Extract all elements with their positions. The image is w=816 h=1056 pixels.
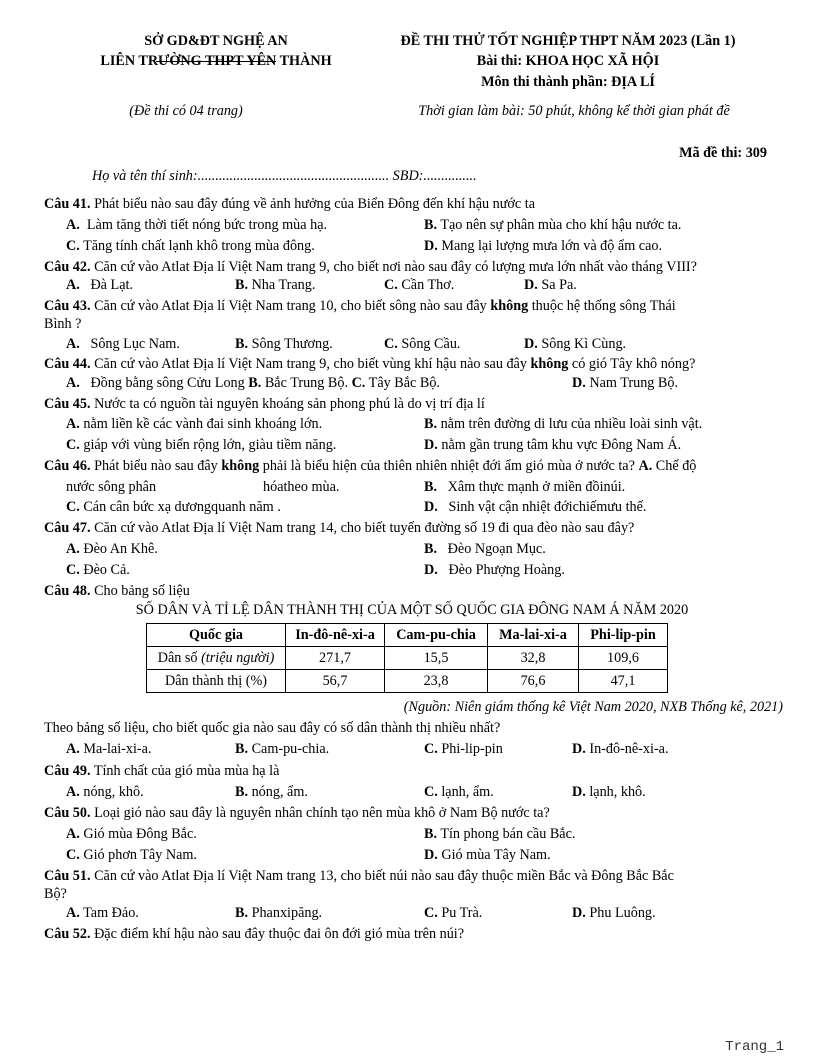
exam-code: Mã đề thi: 309 [679,145,767,161]
table-cell: 23,8 [385,670,488,693]
table-cell: 76,6 [488,670,579,693]
option-47-c[interactable]: C. Đèo Cả. [66,562,130,578]
option-46-a-cont1[interactable]: nước sông phân [66,479,157,495]
table-title: SỐ DÂN VÀ TỈ LỆ DÂN THÀNH THỊ CỦA MỘT SỐ QUỐC GIA ĐÔNG NAM Á NĂM 2020 [135,602,689,618]
option-45-a[interactable]: A. nằm liền kề các vành đai sinh khoáng lớn. [66,416,323,432]
option-46-a-cont2[interactable]: hóatheo mùa. [263,479,340,495]
option-46-c[interactable]: C. Cán cân bức xạ dươngquanh năm . [66,499,281,515]
option-51-c[interactable]: C. Pu Trà. [424,905,483,921]
time-note: Thời gian làm bài: 50 phút, không kể thời gian phát đề [418,103,730,119]
option-50-d[interactable]: D. Gió mùa Tây Nam. [424,847,551,863]
option-48-b[interactable]: B. Cam-pu-chia. [235,741,330,757]
question-49: Câu 49. Tính chất của gió mùa mùa hạ là [44,763,280,779]
option-41-c[interactable]: C. Tăng tính chất lạnh khô trong mùa đông. [66,238,315,254]
option-41-d[interactable]: D. Mang lại lượng mưa lớn và độ ẩm cao. [424,238,663,254]
option-49-d[interactable]: D. lạnh, khô. [572,784,646,800]
school-name: LIÊN TRƯỜNG THPT YÊN THÀNH [100,53,332,69]
table-header-cell: Quốc gia [147,624,286,647]
question-50: Câu 50. Loại gió nào sau đây là nguyên nhân chính tạo nên mùa khô ở Nam Bộ nước ta? [44,805,550,821]
question-46: Câu 46. Phát biểu nào sau đây không phải là biểu hiện của thiên nhiên nhiệt đới ẩm gió mùa ở nước ta? A. Chế độ [44,458,697,474]
option-47-b[interactable]: B. Đèo Ngoạn Mục. [424,541,546,557]
option-50-a[interactable]: A. Gió mùa Đông Bắc. [66,826,197,842]
option-48-a[interactable]: A. Ma-lai-xi-a. [66,741,152,757]
exam-component: Môn thi thành phần: ĐỊA LÍ [481,74,655,90]
question-44: Câu 44. Căn cứ vào Atlat Địa lí Việt Nam trang 9, cho biết vùng khí hậu nào sau đây không có gió Tây khô nóng? [44,356,696,372]
option-43-b[interactable]: B. Sông Thương. [235,336,333,352]
table-header-row [147,624,668,647]
question-45: Câu 45. Nước ta có nguồn tài nguyên khoáng sản phong phú là do vị trí địa lí [44,396,485,412]
option-47-d[interactable]: D. Đèo Phượng Hoàng. [424,562,565,578]
option-45-d[interactable]: D. nằm gần trung tâm khu vực Đông Nam Á. [424,437,682,453]
option-51-a[interactable]: A. Tam Đảo. [66,905,139,921]
page-footer: Trang_1 [725,1039,784,1055]
option-50-c[interactable]: C. Gió phơn Tây Nam. [66,847,197,863]
option-47-a[interactable]: A. Đèo An Khê. [66,541,158,557]
table-cell: 271,7 [286,647,385,670]
option-51-b[interactable]: B. Phanxipăng. [235,905,323,921]
option-46-d[interactable]: D. Sinh vật cận nhiệt đớichiếmưu thế. [424,499,647,515]
question-41: Câu 41. Phát biểu nào sau đây đúng về ảnh hưởng của Biển Đông đến khí hậu nước ta [44,196,535,212]
header-underline [156,61,276,62]
table-cell: 32,8 [488,647,579,670]
table-header-cell: Ma-lai-xi-a [488,624,579,647]
question-42: Câu 42. Căn cứ vào Atlat Địa lí Việt Nam trang 9, cho biết nơi nào sau đây có lượng mưa lớn nhất vào tháng VIII? [44,259,697,275]
option-41-a[interactable]: A. Làm tăng thời tiết nóng bức trong mùa hạ. [66,217,328,233]
option-42-c[interactable]: C. Cần Thơ. [384,277,455,293]
option-42-a[interactable]: A. Đà Lạt. [66,277,133,293]
row-label: Dân thành thị (%) [147,670,286,693]
table-row [147,670,668,693]
population-table [146,623,668,693]
option-45-b[interactable]: B. nằm trên đường di lưu của nhiều loài sinh vật. [424,416,703,432]
row-label: Dân số (triệu người) [147,647,286,670]
option-48-d[interactable]: D. In-đô-nê-xi-a. [572,741,669,757]
table-row [147,647,668,670]
question-47: Câu 47. Căn cứ vào Atlat Địa lí Việt Nam trang 14, cho biết tuyến đường số 19 đi qua đèo nào sau đây? [44,520,635,536]
question-43-cont: Bình ? [44,316,82,332]
option-49-c[interactable]: C. lạnh, ẩm. [424,784,494,800]
option-43-d[interactable]: D. Sông Kì Cùng. [524,336,627,352]
question-48: Câu 48. Cho bảng số liệu [44,583,190,599]
option-42-b[interactable]: B. Nha Trang. [235,277,316,293]
question-52: Câu 52. Đặc điểm khí hậu nào sau đây thuộc đai ôn đới gió mùa trên núi? [44,926,465,942]
option-44-d[interactable]: D. Nam Trung Bộ. [572,375,679,391]
table-header-cell: Phi-lip-pin [579,624,668,647]
candidate-info-line: Họ và tên thí sinh:...................................................... SBD:............... [92,168,477,184]
option-48-c[interactable]: C. Phi-lip-pin [424,741,503,757]
exam-subject: Bài thi: KHOA HỌC XÃ HỘI [476,53,660,69]
table-header-cell: Cam-pu-chia [385,624,488,647]
option-50-b[interactable]: B. Tín phong bán cầu Bắc. [424,826,576,842]
option-45-c[interactable]: C. giáp với vùng biển rộng lớn, giàu tiềm năng. [66,437,337,453]
option-43-c[interactable]: C. Sông Cầu. [384,336,461,352]
option-51-d[interactable]: D. Phu Luông. [572,905,656,921]
table-header-cell: In-đô-nê-xi-a [286,624,385,647]
question-51: Câu 51. Căn cứ vào Atlat Địa lí Việt Nam trang 13, cho biết núi nào sau đây thuộc miền Bắc và Đông Bắc Bắc [44,868,674,884]
exam-title: ĐỀ THI THỬ TỐT NGHIỆP THPT NĂM 2023 (Lần 1) [400,33,736,49]
table-source: (Nguồn: Niên giám thống kê Việt Nam 2020, NXB Thống kê, 2021) [403,699,783,715]
question-43: Câu 43. Căn cứ vào Atlat Địa lí Việt Nam trang 10, cho biết sông nào sau đây không thuộc hệ thống sông Thái [44,298,676,314]
page-count-note: (Đề thi có 04 trang) [129,103,243,119]
question-51-cont: Bộ? [44,886,67,902]
option-49-b[interactable]: B. nóng, ẩm. [235,784,308,800]
question-48-prompt: Theo bảng số liệu, cho biết quốc gia nào sau đây có số dân thành thị nhiều nhất? [44,720,501,736]
dept-name: SỞ GD&ĐT NGHỆ AN [144,33,288,49]
option-43-a[interactable]: A. Sông Lục Nam. [66,336,180,352]
option-46-b[interactable]: B. Xâm thực mạnh ở miền đồinúi. [424,479,626,495]
table-cell: 56,7 [286,670,385,693]
table-cell: 109,6 [579,647,668,670]
option-41-b[interactable]: B. Tạo nên sự phân mùa cho khí hậu nước ta. [424,217,682,233]
table-cell: 15,5 [385,647,488,670]
option-42-d[interactable]: D. Sa Pa. [524,277,577,293]
table-cell: 47,1 [579,670,668,693]
option-49-a[interactable]: A. nóng, khô. [66,784,144,800]
option-44-row[interactable]: A. Đồng bằng sông Cửu Long B. Bắc Trung Bộ. C. Tây Bắc Bộ. [66,375,440,391]
